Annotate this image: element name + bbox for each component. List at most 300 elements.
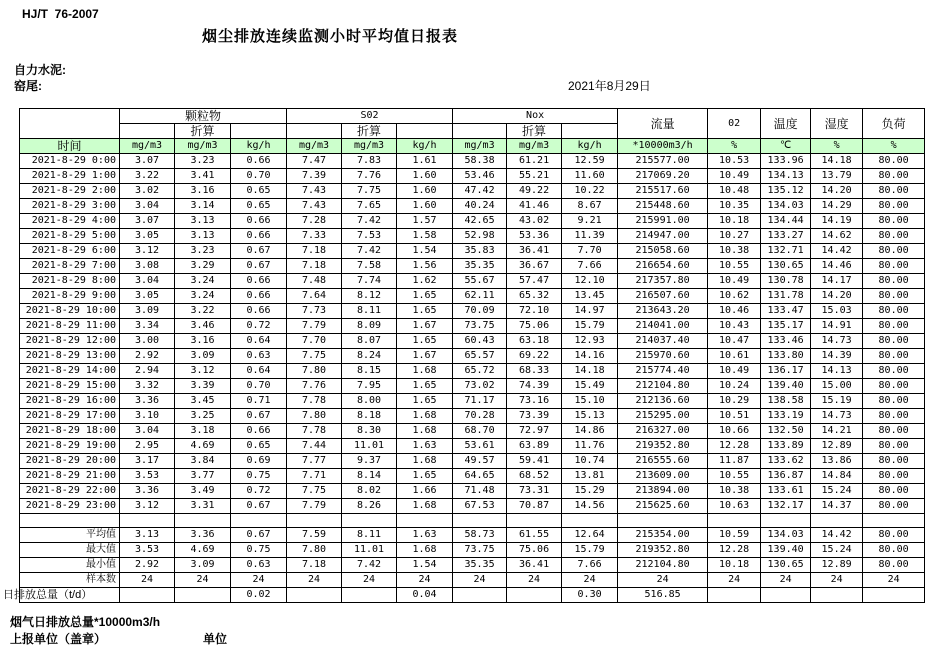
load-unit: % (863, 139, 925, 154)
value-cell: 3.08 (120, 259, 175, 274)
header-row-units (20, 139, 925, 154)
table-body (3, 154, 925, 603)
value-cell: 14.18 (811, 154, 863, 169)
value-cell: 80.00 (863, 274, 925, 289)
value-cell: 70.28 (453, 409, 507, 424)
value-cell (397, 514, 453, 528)
row-label: 2021-8-29 0:00 (20, 154, 120, 169)
row-label: 平均值 (20, 528, 120, 543)
value-cell: 7.75 (287, 349, 342, 364)
value-cell: 7.66 (562, 259, 618, 274)
value-cell: 3.04 (120, 199, 175, 214)
value-cell: 4.69 (175, 439, 231, 454)
value-cell: 1.65 (397, 379, 453, 394)
value-cell: 10.35 (708, 199, 761, 214)
value-cell: 3.13 (120, 528, 175, 543)
value-cell: 12.59 (562, 154, 618, 169)
row-label: 2021-8-29 12:00 (20, 334, 120, 349)
value-cell: 1.63 (397, 528, 453, 543)
summary-row (20, 543, 925, 558)
time-header-spacer (20, 109, 120, 139)
value-cell: 1.60 (397, 184, 453, 199)
value-cell: 0.69 (231, 454, 287, 469)
value-cell: 216327.00 (618, 424, 708, 439)
value-cell: 14.73 (811, 409, 863, 424)
value-cell: 10.49 (708, 364, 761, 379)
nox-group-header: Nox (453, 109, 618, 124)
value-cell: 213894.00 (618, 484, 708, 499)
value-cell: 216507.60 (618, 289, 708, 304)
value-cell: 7.80 (287, 543, 342, 558)
nox-kgh-spacer (562, 124, 618, 139)
value-cell: 212104.80 (618, 379, 708, 394)
value-cell: 8.14 (342, 469, 397, 484)
value-cell: 133.47 (761, 304, 811, 319)
value-cell: 1.66 (397, 484, 453, 499)
value-cell: 1.57 (397, 214, 453, 229)
value-cell: 73.16 (507, 394, 562, 409)
value-cell: 7.42 (342, 244, 397, 259)
value-cell: 3.13 (175, 229, 231, 244)
value-cell: 14.18 (562, 364, 618, 379)
value-cell: 24 (287, 573, 342, 588)
value-cell: 14.97 (562, 304, 618, 319)
value-cell: 8.09 (342, 319, 397, 334)
value-cell: 10.62 (708, 289, 761, 304)
value-cell: 1.65 (397, 469, 453, 484)
row-label: 2021-8-29 17:00 (20, 409, 120, 424)
value-cell: 73.75 (453, 543, 507, 558)
value-cell: 14.39 (811, 349, 863, 364)
value-cell: 14.16 (562, 349, 618, 364)
value-cell: 0.66 (231, 214, 287, 229)
value-cell: 3.23 (175, 244, 231, 259)
value-cell: 1.60 (397, 199, 453, 214)
value-cell: 0.66 (231, 289, 287, 304)
value-cell: 49.57 (453, 454, 507, 469)
value-cell: 3.22 (175, 304, 231, 319)
value-cell: 14.86 (562, 424, 618, 439)
value-cell: 40.24 (453, 199, 507, 214)
value-cell: 7.42 (342, 214, 397, 229)
report-table (3, 108, 925, 603)
value-cell: 10.47 (708, 334, 761, 349)
value-cell: 13.79 (811, 169, 863, 184)
value-cell: 0.02 (231, 588, 287, 603)
value-cell: 15.00 (811, 379, 863, 394)
value-cell: 14.29 (811, 199, 863, 214)
value-cell: 43.02 (507, 214, 562, 229)
value-cell: 24 (342, 573, 397, 588)
value-cell: 24 (761, 573, 811, 588)
value-cell: 8.00 (342, 394, 397, 409)
value-cell: 15.79 (562, 319, 618, 334)
row-label: 2021-8-29 9:00 (20, 289, 120, 304)
value-cell: 15.10 (562, 394, 618, 409)
value-cell: 133.19 (761, 409, 811, 424)
value-cell: 36.67 (507, 259, 562, 274)
row-label (20, 514, 120, 528)
value-cell: 219352.80 (618, 543, 708, 558)
value-cell: 10.18 (708, 558, 761, 573)
value-cell (175, 514, 231, 528)
flue-gas-total-note: 烟气日排放总量*10000m3/h (10, 615, 161, 629)
value-cell: 7.75 (342, 184, 397, 199)
row-label: 2021-8-29 5:00 (20, 229, 120, 244)
monitoring-point-label: 窑尾: (14, 79, 42, 93)
value-cell: 130.65 (761, 558, 811, 573)
value-cell: 14.73 (811, 334, 863, 349)
row-label: 样本数 (20, 573, 120, 588)
value-cell: 7.39 (287, 169, 342, 184)
company-label: 自力水泥: (14, 63, 66, 77)
so2-raw-spacer (287, 124, 342, 139)
value-cell (287, 588, 342, 603)
value-cell: 70.87 (507, 499, 562, 514)
temp-unit: ℃ (761, 139, 811, 154)
value-cell: 0.64 (231, 364, 287, 379)
table-row (20, 244, 925, 259)
value-cell (175, 588, 231, 603)
value-cell: 3.16 (175, 334, 231, 349)
value-cell: 68.52 (507, 469, 562, 484)
value-cell: 215991.00 (618, 214, 708, 229)
value-cell: 7.59 (287, 528, 342, 543)
value-cell: 73.39 (507, 409, 562, 424)
value-cell: 0.75 (231, 469, 287, 484)
value-cell: 2.94 (120, 364, 175, 379)
row-label: 2021-8-29 20:00 (20, 454, 120, 469)
value-cell: 10.49 (708, 169, 761, 184)
value-cell: 10.38 (708, 244, 761, 259)
value-cell: 3.05 (120, 289, 175, 304)
value-cell: 80.00 (863, 558, 925, 573)
value-cell: 135.12 (761, 184, 811, 199)
value-cell: 3.09 (175, 349, 231, 364)
table-row (20, 154, 925, 169)
value-cell: 8.18 (342, 409, 397, 424)
value-cell: 1.61 (397, 154, 453, 169)
value-cell: 10.29 (708, 394, 761, 409)
row-label: 2021-8-29 19:00 (20, 439, 120, 454)
value-cell: 80.00 (863, 304, 925, 319)
row-label: 2021-8-29 2:00 (20, 184, 120, 199)
value-cell: 55.21 (507, 169, 562, 184)
value-cell: 1.68 (397, 499, 453, 514)
value-cell: 80.00 (863, 349, 925, 364)
value-cell: 52.98 (453, 229, 507, 244)
value-cell (507, 588, 562, 603)
value-cell: 61.21 (507, 154, 562, 169)
table-row (20, 304, 925, 319)
value-cell: 8.07 (342, 334, 397, 349)
value-cell: 1.68 (397, 364, 453, 379)
value-cell: 139.40 (761, 543, 811, 558)
value-cell: 80.00 (863, 169, 925, 184)
table-row (20, 229, 925, 244)
value-cell: 3.49 (175, 484, 231, 499)
value-cell: 130.78 (761, 274, 811, 289)
value-cell: 7.65 (342, 199, 397, 214)
value-cell: 80.00 (863, 454, 925, 469)
value-cell: 3.07 (120, 154, 175, 169)
value-cell: 214947.00 (618, 229, 708, 244)
value-cell: 215774.40 (618, 364, 708, 379)
value-cell: 7.18 (287, 259, 342, 274)
report-date: 2021年8月29日 (568, 79, 651, 93)
value-cell: 3.00 (120, 334, 175, 349)
value-cell: 7.80 (287, 409, 342, 424)
value-cell: 133.61 (761, 484, 811, 499)
value-cell: 71.17 (453, 394, 507, 409)
value-cell: 1.67 (397, 349, 453, 364)
value-cell: 15.24 (811, 543, 863, 558)
value-cell: 133.27 (761, 229, 811, 244)
value-cell: 7.43 (287, 199, 342, 214)
value-cell: 7.28 (287, 214, 342, 229)
value-cell: 58.73 (453, 528, 507, 543)
value-cell: 65.72 (453, 364, 507, 379)
spacer-row (20, 514, 925, 528)
value-cell: 80.00 (863, 469, 925, 484)
value-cell: 80.00 (863, 528, 925, 543)
summary-row (20, 573, 925, 588)
unit-label: 单位 (203, 632, 228, 646)
value-cell: 1.65 (397, 304, 453, 319)
value-cell: 7.44 (287, 439, 342, 454)
value-cell: 215295.00 (618, 409, 708, 424)
value-cell: 214041.00 (618, 319, 708, 334)
value-cell: 36.41 (507, 244, 562, 259)
value-cell: 216555.60 (618, 454, 708, 469)
value-cell: 15.79 (562, 543, 618, 558)
row-label: 2021-8-29 14:00 (20, 364, 120, 379)
row-label: 2021-8-29 15:00 (20, 379, 120, 394)
value-cell: 7.66 (562, 558, 618, 573)
value-cell: 3.12 (175, 364, 231, 379)
value-cell: 0.67 (231, 499, 287, 514)
value-cell: 213643.20 (618, 304, 708, 319)
value-cell: 10.55 (708, 259, 761, 274)
value-cell: 3.29 (175, 259, 231, 274)
value-cell: 2.92 (120, 558, 175, 573)
value-cell: 136.17 (761, 364, 811, 379)
value-cell: 80.00 (863, 229, 925, 244)
value-cell: 55.67 (453, 274, 507, 289)
pm-group-header: 颗粒物 (120, 109, 287, 124)
value-cell: 0.66 (231, 229, 287, 244)
value-cell: 3.09 (120, 304, 175, 319)
value-cell: 1.65 (397, 394, 453, 409)
value-cell: 134.44 (761, 214, 811, 229)
so2-converted-header: 折算 (342, 124, 397, 139)
value-cell: 3.36 (120, 394, 175, 409)
value-cell: 10.18 (708, 214, 761, 229)
value-cell: 219352.80 (618, 439, 708, 454)
value-cell (453, 514, 507, 528)
value-cell: 3.24 (175, 289, 231, 304)
table-row (20, 214, 925, 229)
value-cell: 7.78 (287, 424, 342, 439)
standard-code: HJ/T 76-2007 (22, 7, 99, 21)
value-cell: 133.80 (761, 349, 811, 364)
value-cell: 215058.60 (618, 244, 708, 259)
value-cell: 3.16 (175, 184, 231, 199)
summary-row (20, 528, 925, 543)
value-cell: 215448.60 (618, 199, 708, 214)
value-cell: 80.00 (863, 394, 925, 409)
value-cell: 1.62 (397, 274, 453, 289)
value-cell: 12.28 (708, 543, 761, 558)
value-cell: 139.40 (761, 379, 811, 394)
value-cell: 3.12 (120, 244, 175, 259)
value-cell: 75.06 (507, 543, 562, 558)
value-cell: 1.58 (397, 229, 453, 244)
row-label: 2021-8-29 11:00 (20, 319, 120, 334)
humidity-header: 湿度 (811, 109, 863, 139)
value-cell: 10.48 (708, 184, 761, 199)
value-cell: 3.77 (175, 469, 231, 484)
value-cell: 13.45 (562, 289, 618, 304)
value-cell: 215517.60 (618, 184, 708, 199)
value-cell: 12.64 (562, 528, 618, 543)
value-cell: 60.43 (453, 334, 507, 349)
row-label: 2021-8-29 8:00 (20, 274, 120, 289)
time-header: 时间 (20, 139, 120, 154)
value-cell: 80.00 (863, 379, 925, 394)
row-label: 2021-8-29 22:00 (20, 484, 120, 499)
value-cell: 80.00 (863, 499, 925, 514)
value-cell: 80.00 (863, 244, 925, 259)
value-cell: 3.10 (120, 409, 175, 424)
value-cell (863, 588, 925, 603)
value-cell: 0.30 (562, 588, 618, 603)
value-cell (708, 588, 761, 603)
value-cell: 3.34 (120, 319, 175, 334)
value-cell: 14.17 (811, 274, 863, 289)
so2-converted-mg-unit: mg/m3 (342, 139, 397, 154)
value-cell: 133.89 (761, 439, 811, 454)
value-cell: 70.09 (453, 304, 507, 319)
value-cell (811, 588, 863, 603)
value-cell: 1.68 (397, 424, 453, 439)
value-cell: 3.53 (120, 469, 175, 484)
value-cell: 7.43 (287, 184, 342, 199)
nox-converted-header: 折算 (507, 124, 562, 139)
value-cell: 35.35 (453, 259, 507, 274)
value-cell: 12.93 (562, 334, 618, 349)
value-cell: 138.58 (761, 394, 811, 409)
so2-mg-unit: mg/m3 (287, 139, 342, 154)
table-row (20, 409, 925, 424)
value-cell: 7.42 (342, 558, 397, 573)
value-cell: 0.66 (231, 304, 287, 319)
so2-kgh-spacer (397, 124, 453, 139)
row-label: 2021-8-29 4:00 (20, 214, 120, 229)
value-cell: 9.21 (562, 214, 618, 229)
value-cell: 3.12 (120, 499, 175, 514)
value-cell: 1.68 (397, 454, 453, 469)
value-cell: 0.70 (231, 379, 287, 394)
value-cell: 3.17 (120, 454, 175, 469)
value-cell (453, 588, 507, 603)
value-cell: 3.04 (120, 274, 175, 289)
value-cell: 0.67 (231, 244, 287, 259)
value-cell: 53.46 (453, 169, 507, 184)
value-cell: 12.89 (811, 439, 863, 454)
value-cell: 13.86 (811, 454, 863, 469)
value-cell: 11.87 (708, 454, 761, 469)
value-cell: 7.48 (287, 274, 342, 289)
value-cell: 11.39 (562, 229, 618, 244)
table-row (20, 439, 925, 454)
value-cell: 80.00 (863, 259, 925, 274)
value-cell: 134.03 (761, 528, 811, 543)
value-cell: 0.63 (231, 558, 287, 573)
row-label: 2021-8-29 23:00 (20, 499, 120, 514)
row-label: 2021-8-29 10:00 (20, 304, 120, 319)
value-cell: 80.00 (863, 319, 925, 334)
value-cell: 63.18 (507, 334, 562, 349)
temp-header: 温度 (761, 109, 811, 139)
value-cell: 132.17 (761, 499, 811, 514)
value-cell: 73.31 (507, 484, 562, 499)
value-cell: 3.41 (175, 169, 231, 184)
pm-raw-spacer (120, 124, 175, 139)
value-cell: 14.42 (811, 528, 863, 543)
row-label: 最小值 (20, 558, 120, 573)
value-cell: 80.00 (863, 364, 925, 379)
value-cell: 71.48 (453, 484, 507, 499)
value-cell: 215577.00 (618, 154, 708, 169)
value-cell: 80.00 (863, 199, 925, 214)
value-cell: 215354.00 (618, 528, 708, 543)
flow-unit: *10000m3/h (618, 139, 708, 154)
value-cell: 7.79 (287, 499, 342, 514)
value-cell: 3.36 (175, 528, 231, 543)
value-cell: 0.71 (231, 394, 287, 409)
value-cell: 24 (231, 573, 287, 588)
value-cell: 10.53 (708, 154, 761, 169)
value-cell: 11.76 (562, 439, 618, 454)
value-cell (618, 514, 708, 528)
value-cell: 10.27 (708, 229, 761, 244)
value-cell: 3.39 (175, 379, 231, 394)
value-cell (761, 588, 811, 603)
value-cell: 7.71 (287, 469, 342, 484)
value-cell: 3.22 (120, 169, 175, 184)
value-cell: 65.32 (507, 289, 562, 304)
value-cell: 136.87 (761, 469, 811, 484)
value-cell: 24 (397, 573, 453, 588)
table-row (20, 289, 925, 304)
value-cell: 8.11 (342, 528, 397, 543)
value-cell: 68.70 (453, 424, 507, 439)
value-cell: 214037.40 (618, 334, 708, 349)
value-cell: 134.13 (761, 169, 811, 184)
pm-converted-mg-unit: mg/m3 (175, 139, 231, 154)
value-cell: 4.69 (175, 543, 231, 558)
table-row (20, 394, 925, 409)
row-label: 日排放总量（t/d） (20, 588, 120, 603)
value-cell: 7.18 (287, 558, 342, 573)
value-cell: 215625.60 (618, 499, 708, 514)
value-cell: 3.84 (175, 454, 231, 469)
value-cell: 2.92 (120, 349, 175, 364)
value-cell: 1.65 (397, 289, 453, 304)
value-cell: 7.95 (342, 379, 397, 394)
value-cell: 14.21 (811, 424, 863, 439)
